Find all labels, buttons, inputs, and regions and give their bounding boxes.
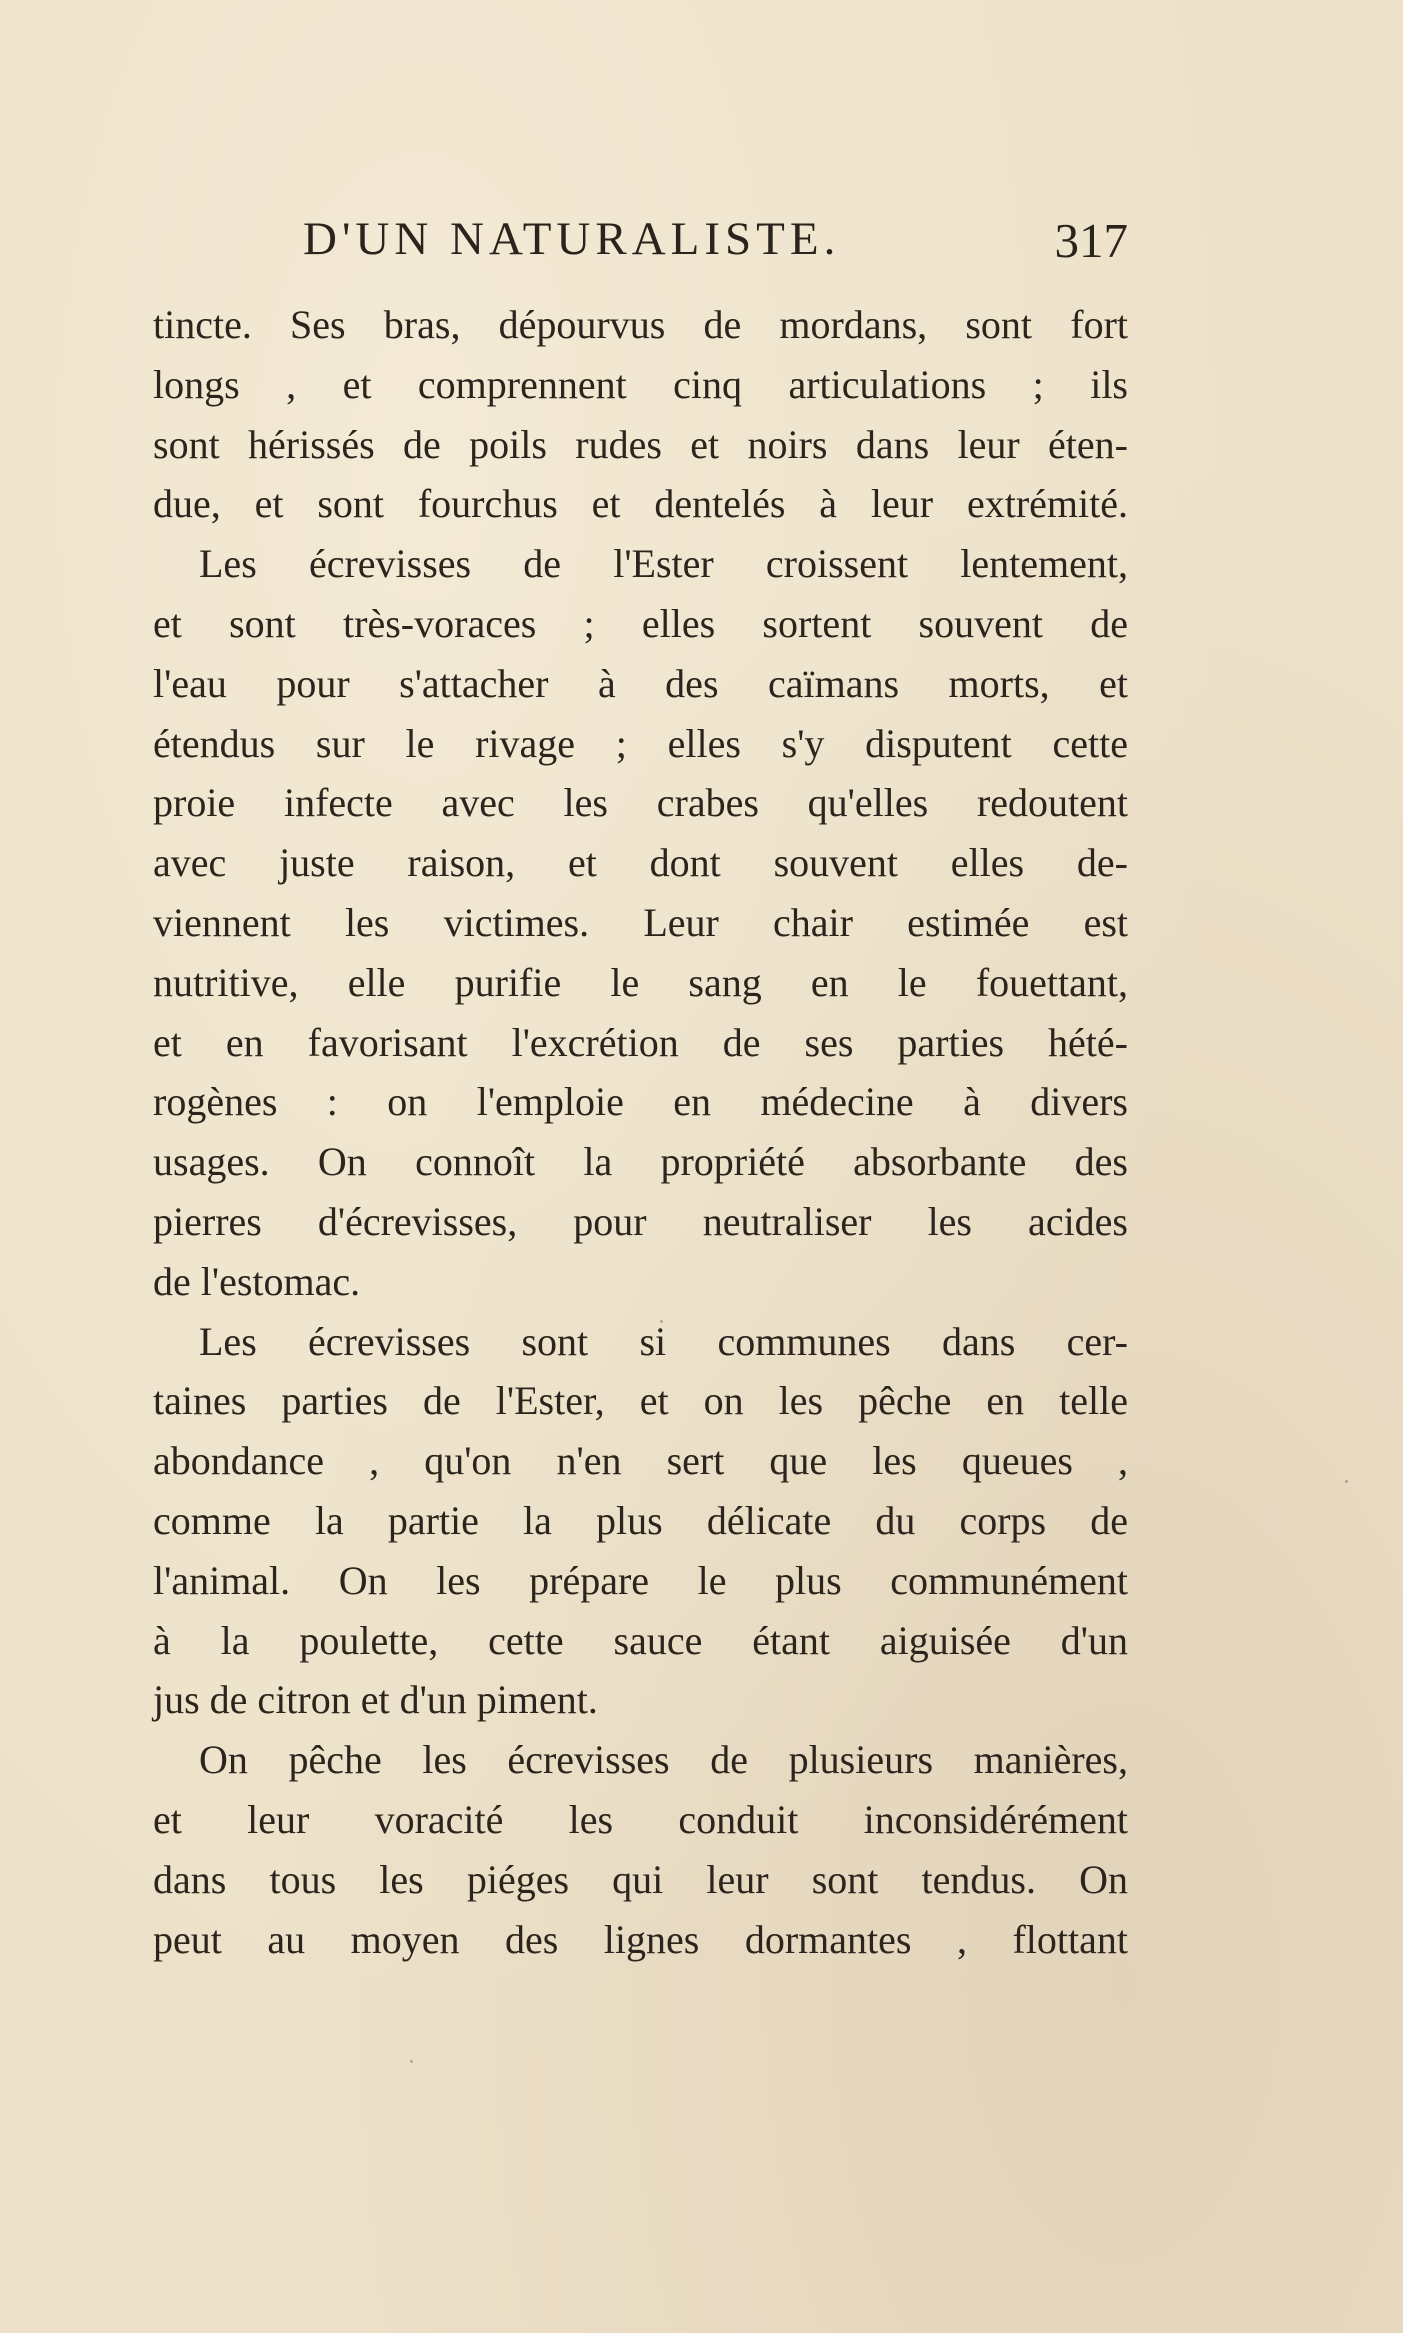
body-text	[153, 295, 1128, 1969]
text-line: l'eau pour s'attacher à des caïmans morts, et	[153, 660, 1128, 706]
text-line: jus de citron et d'un piment.	[153, 1677, 598, 1723]
text-line: Les écrevisses de l'Ester croissent lentement,	[199, 541, 1128, 587]
text-line: abondance , qu'on n'en sert que les queues ,	[153, 1438, 1128, 1484]
text-line: à la poulette, cette sauce étant aiguisée d'un	[153, 1617, 1128, 1663]
paragraph-fishing	[153, 1730, 1128, 1969]
running-head: D'UN NATURALISTE.	[303, 213, 841, 265]
text-line: nutritive, elle purifie le sang en le fouettant,	[153, 959, 1128, 1005]
paper-speck	[660, 1320, 663, 1323]
text-line: et en favorisant l'excrétion de ses parties hété-	[153, 1019, 1128, 1065]
text-line: viennent les victimes. Leur chair estimée est	[153, 899, 1128, 945]
text-line: tincte. Ses bras, dépourvus de mordans, sont fort	[153, 302, 1128, 347]
paper-speck	[1345, 1480, 1348, 1483]
paragraph-continuation	[153, 295, 1128, 534]
page-header	[153, 212, 1128, 282]
text-line: Les écrevisses sont si communes dans cer-	[199, 1318, 1128, 1364]
text-line: de l'estomac.	[153, 1258, 361, 1304]
text-line: due, et sont fourchus et dentelés à leur extrémité.	[153, 481, 1128, 527]
text-line: étendus sur le rivage ; elles s'y disputent cette	[153, 720, 1128, 766]
text-line: dans tous les piéges qui leur sont tendus. On	[153, 1856, 1128, 1902]
text-line: comme la partie la plus délicate du corps de	[153, 1497, 1128, 1543]
text-line: pierres d'écrevisses, pour neutraliser les acides	[153, 1198, 1128, 1244]
paragraph-ester-crayfish	[153, 534, 1128, 1311]
text-line: avec juste raison, et dont souvent elles de-	[153, 840, 1128, 886]
paper-speck	[410, 2060, 413, 2063]
text-line: peut au moyen des lignes dormantes , flottant	[153, 1916, 1128, 1962]
text-line: et leur voracité les conduit inconsidérément	[153, 1796, 1128, 1842]
text-line: On pêche les écrevisses de plusieurs manières,	[199, 1737, 1128, 1783]
text-line: usages. On connoît la propriété absorbante des	[153, 1139, 1128, 1185]
text-line: et sont très-voraces ; elles sortent souvent de	[153, 600, 1128, 646]
paragraph-abundance	[153, 1312, 1128, 1731]
page-number: 317	[1054, 213, 1128, 268]
text-line: sont hérissés de poils rudes et noirs dans leur éten-	[153, 421, 1128, 467]
text-line: rogènes : on l'emploie en médecine à divers	[153, 1079, 1128, 1125]
text-line: l'animal. On les prépare le plus communément	[153, 1557, 1128, 1603]
text-line: proie infecte avec les crabes qu'elles redoutent	[153, 780, 1128, 826]
text-line: longs , et comprennent cinq articulations ; ils	[153, 361, 1128, 407]
text-line: taines parties de l'Ester, et on les pêche en telle	[153, 1378, 1128, 1424]
